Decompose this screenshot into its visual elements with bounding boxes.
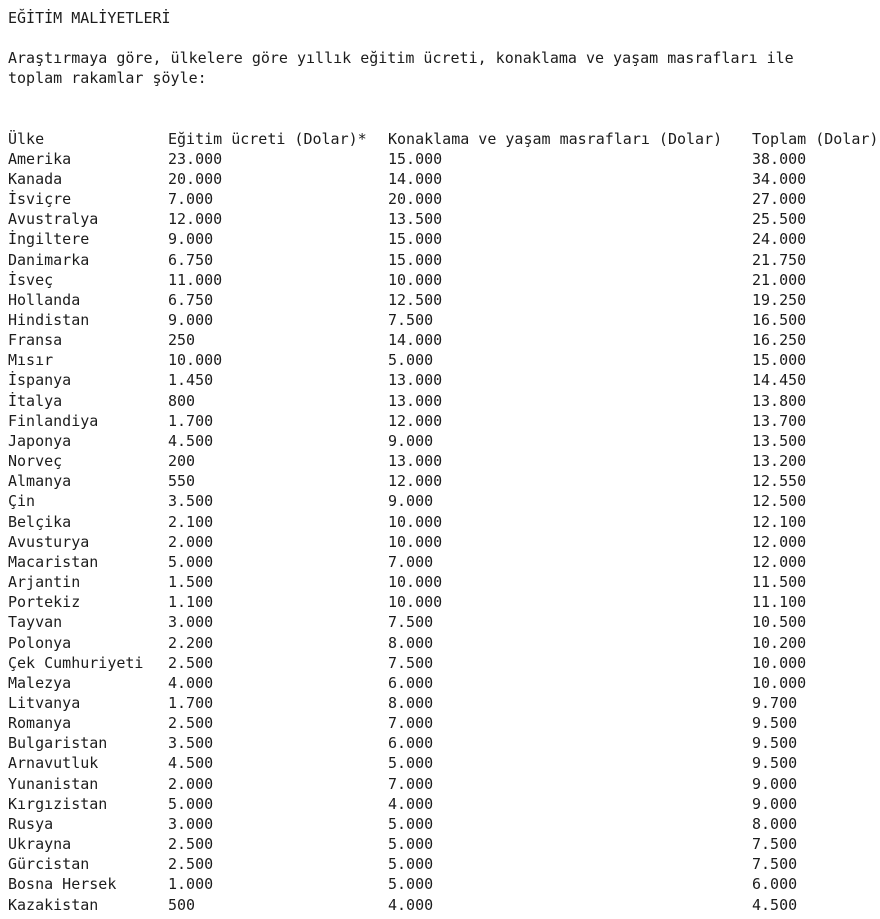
cell-living: 13.000	[388, 391, 443, 410]
cell-country: Yunanistan	[8, 774, 99, 793]
cell-tuition: 1.500	[168, 573, 214, 592]
cell-total: 12.500	[752, 492, 807, 511]
cell-country: Arnavutluk	[8, 754, 99, 773]
cell-tuition: 6.750	[168, 250, 214, 269]
cell-country: Portekiz	[8, 593, 81, 612]
cell-total: 21.750	[752, 250, 807, 269]
cell-tuition: 550	[168, 472, 196, 491]
intro-paragraph	[8, 48, 880, 88]
table-row	[8, 753, 880, 773]
cell-country: Finlandiya	[8, 411, 99, 430]
cell-total: 6.000	[752, 875, 798, 894]
cell-tuition: 9.000	[168, 230, 214, 249]
intro-line-2: toplam rakamlar şöyle:	[8, 69, 207, 88]
cell-tuition: 1.100	[168, 593, 214, 612]
cell-country: İsviçre	[8, 190, 72, 209]
table-header-row	[8, 129, 880, 149]
cell-total: 13.500	[752, 431, 807, 450]
cell-country: Çek Cumhuriyeti	[8, 653, 144, 672]
table-row	[8, 169, 880, 189]
table-row	[8, 774, 880, 794]
cell-total: 9.500	[752, 734, 798, 753]
cell-total: 12.000	[752, 552, 807, 571]
cell-country: Romanya	[8, 714, 72, 733]
cell-tuition: 4.500	[168, 431, 214, 450]
table-row	[8, 270, 880, 290]
cell-tuition: 1.450	[168, 371, 214, 390]
cell-living: 8.000	[388, 693, 434, 712]
cell-tuition: 11.000	[168, 270, 223, 289]
cell-tuition: 23.000	[168, 149, 223, 168]
intro-line-1: Araştırmaya göre, ülkelere göre yıllık eğitim ücreti, konaklama ve yaşam masrafları ile	[8, 49, 794, 68]
cell-tuition: 500	[168, 895, 196, 914]
cell-total: 16.500	[752, 311, 807, 330]
table-row	[8, 673, 880, 693]
cell-total: 34.000	[752, 169, 807, 188]
cell-total: 9.500	[752, 754, 798, 773]
table-row	[8, 250, 880, 270]
cell-total: 9.700	[752, 693, 798, 712]
cell-country: Japonya	[8, 431, 72, 450]
cell-living: 9.000	[388, 431, 434, 450]
table-row	[8, 350, 880, 370]
cell-living: 4.000	[388, 794, 434, 813]
cell-country: Avusturya	[8, 532, 90, 551]
cell-living: 7.000	[388, 714, 434, 733]
cell-tuition: 4.000	[168, 673, 214, 692]
cell-living: 14.000	[388, 169, 443, 188]
cell-total: 10.000	[752, 653, 807, 672]
cell-tuition: 1.700	[168, 411, 214, 430]
cell-total: 13.700	[752, 411, 807, 430]
cell-tuition: 800	[168, 391, 196, 410]
cell-country: Danimarka	[8, 250, 90, 269]
cell-total: 16.250	[752, 331, 807, 350]
cell-total: 11.500	[752, 573, 807, 592]
cell-living: 4.000	[388, 895, 434, 914]
cell-tuition: 2.000	[168, 532, 214, 551]
cell-country: Amerika	[8, 149, 72, 168]
table-row	[8, 189, 880, 209]
cell-tuition: 2.000	[168, 774, 214, 793]
header-cell-total: Toplam (Dolar)	[752, 129, 879, 148]
cell-living: 10.000	[388, 593, 443, 612]
cell-living: 5.000	[388, 814, 434, 833]
cell-country: Bulgaristan	[8, 734, 108, 753]
cell-total: 9.500	[752, 714, 798, 733]
header-cell-tuition: Eğitim ücreti (Dolar)*	[168, 129, 367, 148]
table-row	[8, 653, 880, 673]
table-row	[8, 512, 880, 532]
cell-living: 14.000	[388, 331, 443, 350]
cell-country: Belçika	[8, 512, 72, 531]
table-row	[8, 693, 880, 713]
cell-total: 11.100	[752, 593, 807, 612]
cell-living: 5.000	[388, 754, 434, 773]
cell-living: 5.000	[388, 835, 434, 854]
cell-living: 8.000	[388, 633, 434, 652]
table-row	[8, 370, 880, 390]
table-row	[8, 330, 880, 350]
cell-total: 24.000	[752, 230, 807, 249]
cell-living: 10.000	[388, 270, 443, 289]
table-row	[8, 733, 880, 753]
table-row	[8, 290, 880, 310]
cell-total: 13.200	[752, 452, 807, 471]
table-row	[8, 834, 880, 854]
cell-living: 15.000	[388, 149, 443, 168]
cell-tuition: 5.000	[168, 794, 214, 813]
cell-living: 12.000	[388, 472, 443, 491]
table-row	[8, 310, 880, 330]
table-row	[8, 209, 880, 229]
cell-total: 27.000	[752, 190, 807, 209]
cell-living: 10.000	[388, 512, 443, 531]
cell-total: 25.500	[752, 210, 807, 229]
cell-living: 7.500	[388, 653, 434, 672]
cell-living: 5.000	[388, 855, 434, 874]
table-row	[8, 149, 880, 169]
cell-tuition: 3.000	[168, 613, 214, 632]
cell-country: Almanya	[8, 472, 72, 491]
cell-tuition: 9.000	[168, 311, 214, 330]
cell-tuition: 1.000	[168, 875, 214, 894]
table-row	[8, 229, 880, 249]
cell-tuition: 2.500	[168, 855, 214, 874]
cell-country: İsveç	[8, 270, 54, 289]
cell-living: 12.000	[388, 411, 443, 430]
table-row	[8, 814, 880, 834]
cell-country: Bosna Hersek	[8, 875, 117, 894]
cell-country: Malezya	[8, 673, 72, 692]
cell-country: Polonya	[8, 633, 72, 652]
header-cell-country: Ülke	[8, 129, 45, 148]
cell-country: Ukrayna	[8, 835, 72, 854]
cell-tuition: 2.100	[168, 512, 214, 531]
cell-country: Norveç	[8, 452, 63, 471]
cell-tuition: 1.700	[168, 693, 214, 712]
cell-country: Gürcistan	[8, 855, 90, 874]
cell-country: Kırgızistan	[8, 794, 108, 813]
table-row	[8, 592, 880, 612]
cell-living: 5.000	[388, 875, 434, 894]
cell-total: 7.500	[752, 855, 798, 874]
table-row	[8, 451, 880, 471]
cell-tuition: 6.750	[168, 290, 214, 309]
cell-country: İtalya	[8, 391, 63, 410]
cell-living: 7.500	[388, 311, 434, 330]
table-row	[8, 391, 880, 411]
table-row	[8, 411, 880, 431]
cell-country: Fransa	[8, 331, 63, 350]
cell-total: 7.500	[752, 835, 798, 854]
cell-country: Kanada	[8, 169, 63, 188]
cell-total: 10.500	[752, 613, 807, 632]
cell-country: Tayvan	[8, 613, 63, 632]
cell-tuition: 2.200	[168, 633, 214, 652]
cell-living: 13.000	[388, 452, 443, 471]
table-row	[8, 633, 880, 653]
costs-table	[8, 129, 880, 915]
cell-total: 38.000	[752, 149, 807, 168]
cell-country: İspanya	[8, 371, 72, 390]
cell-living: 7.500	[388, 613, 434, 632]
table-row	[8, 471, 880, 491]
table-row	[8, 612, 880, 632]
cell-tuition: 20.000	[168, 169, 223, 188]
cell-total: 9.000	[752, 774, 798, 793]
table-row	[8, 895, 880, 915]
cell-tuition: 2.500	[168, 835, 214, 854]
cell-country: Hindistan	[8, 311, 90, 330]
cell-living: 10.000	[388, 532, 443, 551]
cell-total: 12.100	[752, 512, 807, 531]
cell-total: 4.500	[752, 895, 798, 914]
cell-tuition: 7.000	[168, 190, 214, 209]
cell-tuition: 12.000	[168, 210, 223, 229]
cell-living: 20.000	[388, 190, 443, 209]
cell-tuition: 2.500	[168, 714, 214, 733]
cell-country: Macaristan	[8, 552, 99, 571]
cell-living: 13.500	[388, 210, 443, 229]
cell-living: 10.000	[388, 573, 443, 592]
cell-living: 7.000	[388, 774, 434, 793]
table-row	[8, 713, 880, 733]
cell-living: 6.000	[388, 734, 434, 753]
cell-country: Hollanda	[8, 290, 81, 309]
page-title: EĞİTİM MALİYETLERİ	[8, 9, 171, 27]
cell-living: 5.000	[388, 351, 434, 370]
cell-total: 9.000	[752, 794, 798, 813]
cell-tuition: 3.500	[168, 734, 214, 753]
cell-country: Rusya	[8, 814, 54, 833]
cell-tuition: 3.500	[168, 492, 214, 511]
cell-living: 7.000	[388, 552, 434, 571]
header-cell-living: Konaklama ve yaşam masrafları (Dolar)	[388, 129, 723, 148]
cell-tuition: 10.000	[168, 351, 223, 370]
table-row	[8, 491, 880, 511]
table-row	[8, 794, 880, 814]
table-row	[8, 532, 880, 552]
cell-tuition: 200	[168, 452, 196, 471]
cell-living: 9.000	[388, 492, 434, 511]
table-row	[8, 854, 880, 874]
cell-living: 12.500	[388, 290, 443, 309]
cell-total: 15.000	[752, 351, 807, 370]
cell-tuition: 250	[168, 331, 196, 350]
cell-country: Avustralya	[8, 210, 99, 229]
table-row	[8, 431, 880, 451]
table-row	[8, 572, 880, 592]
cell-country: Çin	[8, 492, 36, 511]
table-row	[8, 874, 880, 894]
cell-total: 12.000	[752, 532, 807, 551]
cell-total: 12.550	[752, 472, 807, 491]
cell-living: 15.000	[388, 250, 443, 269]
cell-country: İngiltere	[8, 230, 90, 249]
cell-total: 21.000	[752, 270, 807, 289]
cell-tuition: 2.500	[168, 653, 214, 672]
cell-living: 13.000	[388, 371, 443, 390]
cell-total: 8.000	[752, 814, 798, 833]
cell-tuition: 5.000	[168, 552, 214, 571]
cell-tuition: 4.500	[168, 754, 214, 773]
cell-living: 15.000	[388, 230, 443, 249]
cell-total: 13.800	[752, 391, 807, 410]
cell-total: 19.250	[752, 290, 807, 309]
cell-living: 6.000	[388, 673, 434, 692]
cell-country: Arjantin	[8, 573, 81, 592]
cell-country: Litvanya	[8, 693, 81, 712]
cell-total: 14.450	[752, 371, 807, 390]
table-row	[8, 552, 880, 572]
cell-tuition: 3.000	[168, 814, 214, 833]
cell-country: Kazakistan	[8, 895, 99, 914]
cell-country: Mısır	[8, 351, 54, 370]
cell-total: 10.000	[752, 673, 807, 692]
cell-total: 10.200	[752, 633, 807, 652]
